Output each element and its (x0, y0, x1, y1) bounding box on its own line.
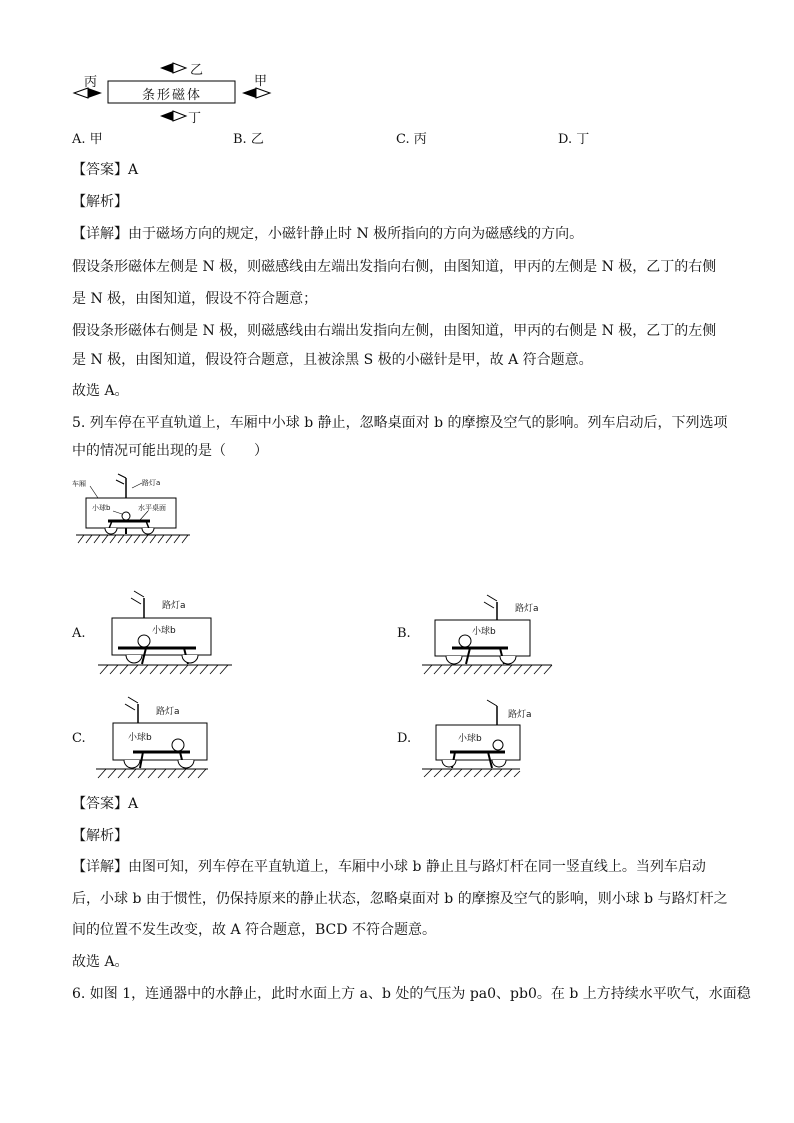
q4-analysis-heading: 【解析】 (72, 194, 128, 210)
q4-detail-line: 假设条形磁体左侧是 N 极，则磁感线由左端出发指向右侧，由图知道，甲丙的左侧是 N 极，乙丁的右侧 (72, 259, 717, 275)
q4-detail-line: 是 N 极，由图知道，假设不符合题意； (72, 291, 318, 307)
q5-detail-line: 间的位置不发生改变，故 A 符合题意，BCD 不符合题意。 (72, 922, 436, 938)
option-c-figure (96, 697, 208, 778)
option-a-ball-label: 小球b (152, 626, 176, 636)
label-yi: 乙 (190, 63, 204, 78)
label-ding: 丁 (188, 111, 202, 126)
q4-answer: 【答案】A (72, 162, 139, 178)
q4-detail-line: 是 N 极，由图知道，假设符合题意，且被涂黑 S 极的小磁针是甲，故 A 符合题意。 (72, 352, 593, 368)
q5-option-a: A. (72, 626, 86, 641)
label-bing: 丙 (84, 75, 98, 90)
q5-answer: 【答案】A (72, 796, 139, 812)
q4-option-d: D. 丁 (558, 132, 590, 147)
carriage-label: 车厢 (72, 480, 86, 488)
q6-stem-line: 6. 如图 1，连通器中的水静止，此时水面上方 a、b 处的气压为 pa0、pb0。在 b 上方持续水平吹气，水面稳 (72, 986, 751, 1002)
q4-conclusion: 故选 A。 (72, 383, 129, 399)
q5-option-c: C. (72, 731, 86, 746)
q5-analysis-heading: 【解析】 (72, 828, 128, 844)
option-c-ball-label: 小球b (128, 733, 152, 743)
q5-detail-line: 【详解】由图可知，列车停在平直轨道上，车厢中小球 b 静止且与路灯杆在同一竖直线上。当列车启动 (72, 859, 706, 875)
q4-option-b: B. 乙 (233, 132, 264, 147)
q4-detail-line: 假设条形磁体右侧是 N 极，则磁感线由右端出发指向左侧，由图知道，甲丙的右侧是 N 极，乙丁的左侧 (72, 323, 717, 339)
q4-option-c: C. 丙 (396, 132, 427, 147)
option-b-ball-label: 小球b (472, 627, 496, 637)
option-d-ball-label: 小球b (458, 734, 482, 744)
q5-stem-line: 5. 列车停在平直轨道上，车厢中小球 b 静止，忽略桌面对 b 的摩擦及空气的影响。列车启动后，下列选项 (72, 415, 728, 431)
ball-label: 小球b (92, 504, 111, 512)
q5-detail-line: 后，小球 b 由于惯性，仍保持原来的静止状态，忽略桌面对 b 的摩擦及空气的影响，则小球 b 与路灯杆之 (72, 891, 728, 907)
option-a-lamp-label: 路灯a (162, 601, 186, 611)
magnet-text: 条形磁体 (142, 88, 203, 103)
q5-option-d: D. (397, 731, 412, 746)
q5-conclusion: 故选 A。 (72, 954, 129, 970)
q5-stem-line: 中的情况可能出现的是（ ） (72, 443, 268, 459)
q4-option-a: A. 甲 (72, 132, 103, 147)
label-jia: 甲 (254, 74, 268, 89)
option-c-lamp-label: 路灯a (156, 707, 180, 717)
option-b-lamp-label: 路灯a (515, 604, 539, 614)
lamp-label: 路灯a (142, 479, 161, 487)
option-d-lamp-label: 路灯a (508, 710, 532, 720)
q5-option-b: B. (397, 626, 411, 641)
q4-detail-line: 【详解】由于磁场方向的规定，小磁针静止时 N 极所指向的方向为磁感线的方向。 (72, 226, 584, 242)
table-label: 水平桌面 (138, 504, 166, 512)
